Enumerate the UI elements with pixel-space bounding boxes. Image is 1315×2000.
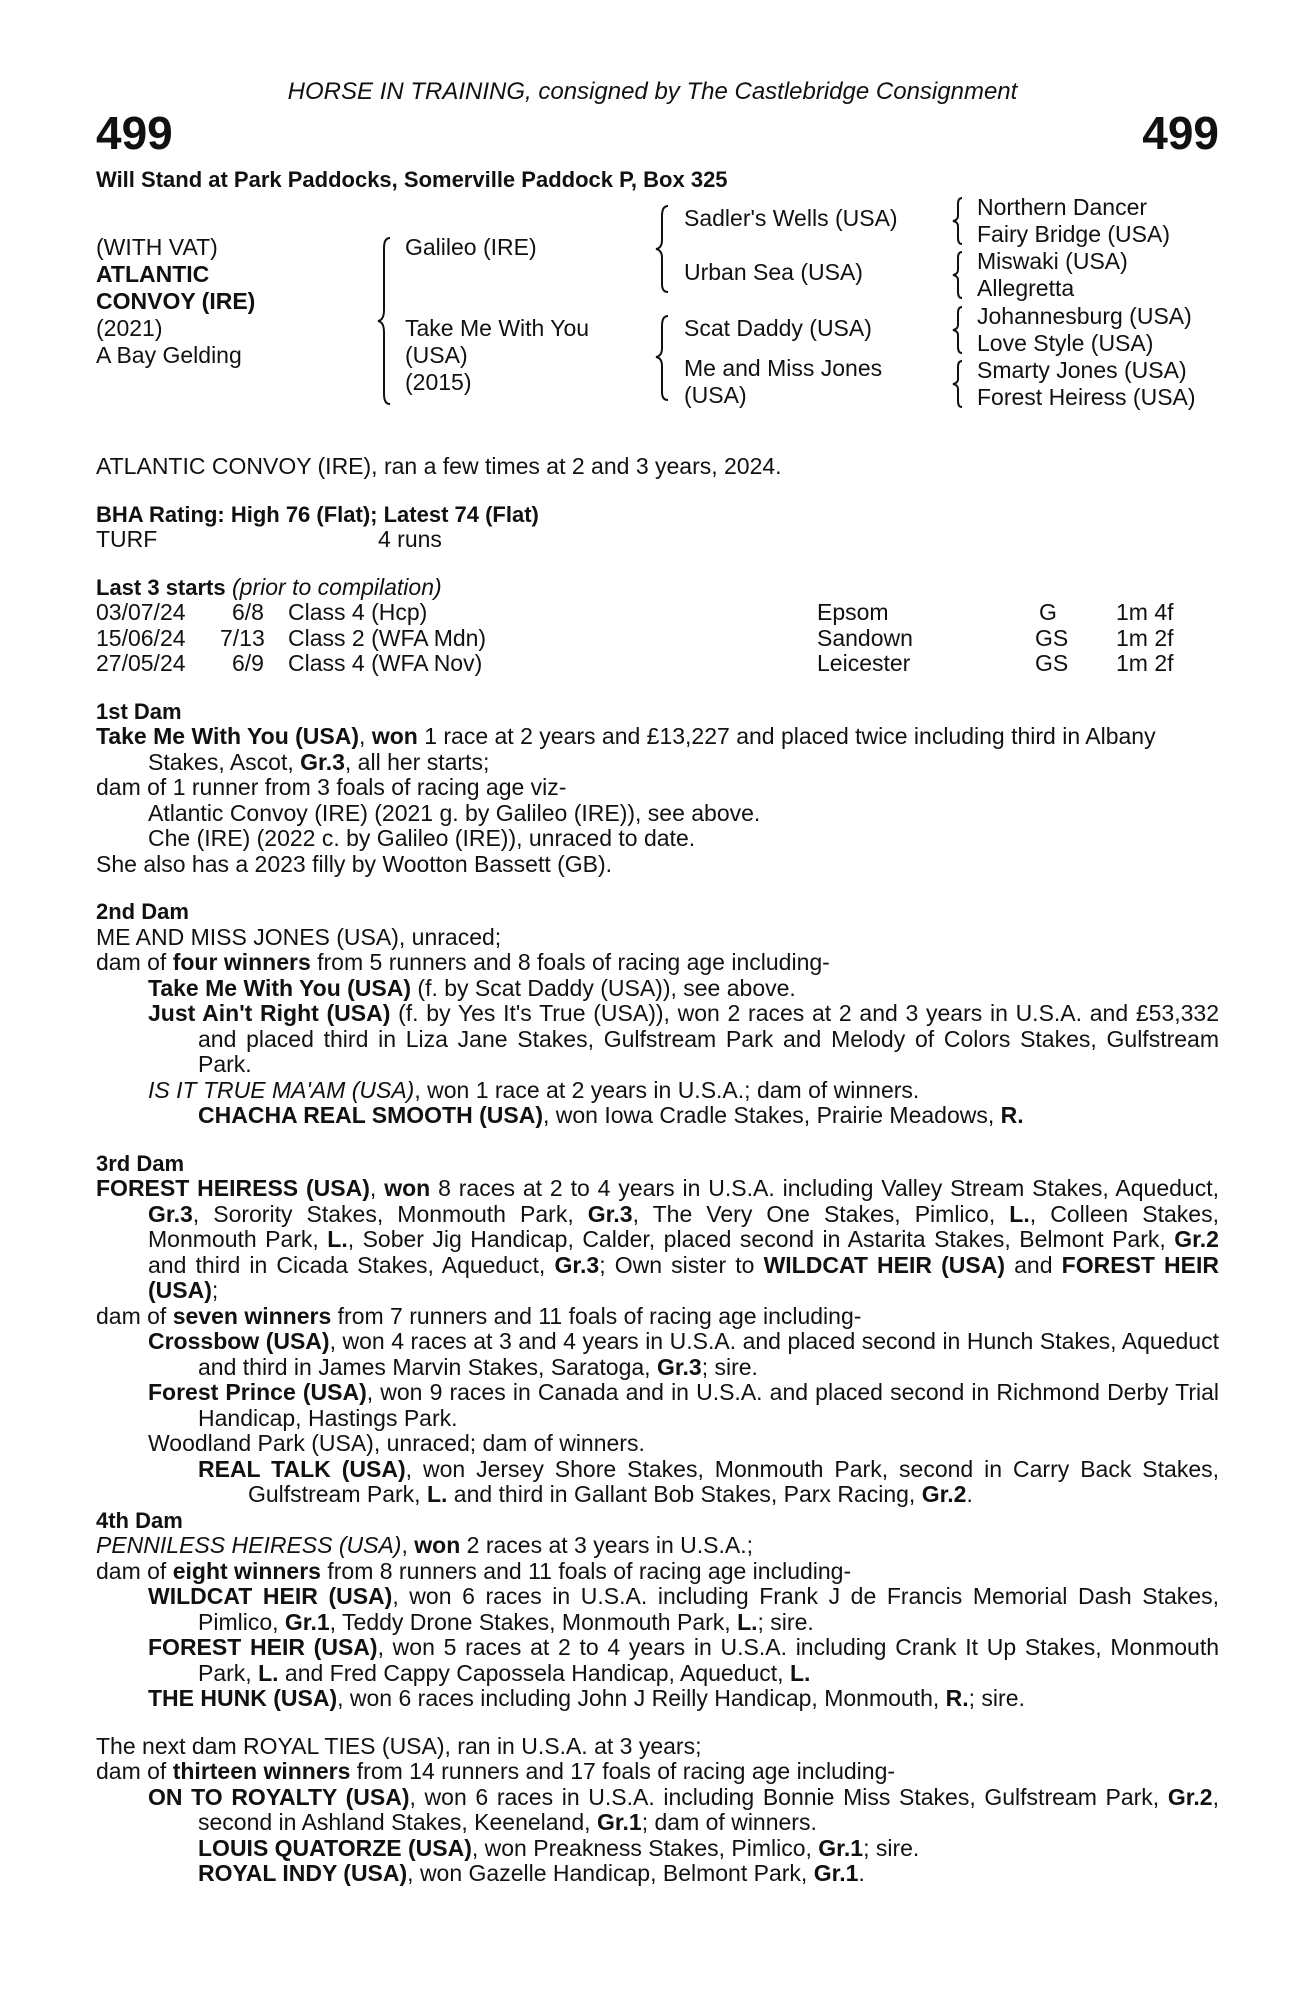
first-dam-name: Take Me With You (USA) (96, 723, 360, 749)
first-dam-produce: dam of 1 runner from 3 foals of racing age viz- (96, 774, 567, 800)
first-dam-record-end: , all her starts; (344, 748, 490, 775)
produce-prefix: dam of (96, 949, 173, 975)
start-distance: 1m 2f (1116, 650, 1174, 676)
pedigree-gen3-7: Smarty Jones (USA) (977, 357, 1187, 383)
grade-badge: Gr.3 (300, 748, 345, 775)
start-course: Epsom (817, 599, 889, 625)
third-dam-won: won (384, 1175, 431, 1201)
grade-badge: L. (426, 1481, 448, 1507)
start-going: GS (1035, 650, 1069, 676)
grade-badge: Gr.1 (818, 1834, 864, 1861)
third-dam-name: FOREST HEIRESS (USA) (96, 1175, 370, 1201)
first-dam-note: She also has a 2023 filly by Wootton Bassett (GB). (96, 850, 613, 877)
progeny-text: , won 6 races in U.S.A. including Frank J de Francis Memorial Dash Stakes, Pimlico, (198, 1583, 1219, 1635)
grade-badge: L. (327, 1226, 348, 1252)
record-text: ; Own sister to (599, 1251, 764, 1278)
rating-runs: 4 runs (378, 526, 442, 552)
horse-year: (2021) (96, 315, 163, 341)
record-text: , Sorority Stakes, Monmouth Park, (192, 1200, 588, 1227)
progeny-entry (96, 1836, 1219, 1862)
progeny-entry (96, 1861, 1219, 1887)
pedigree-brace-gen1 (376, 234, 398, 408)
progeny-text: , won Iowa Cradle Stakes, Prairie Meadows, (543, 1102, 1001, 1128)
pedigree-gen3-5: Johannesburg (USA) (977, 303, 1192, 329)
pedigree-gen3-1: Northern Dancer (977, 194, 1148, 220)
progeny-name: CHACHA REAL SMOOTH (USA) (198, 1102, 543, 1128)
progeny-text: , won 6 races including John J Reilly Handicap, Monmouth, (337, 1685, 946, 1711)
third-dam-record: FOREST HEIRESS (USA), won 8 races at 2 to 4 years in U.S.A. including Valley Stream Stakes, Aqueduct, Gr.3, Sorority Stakes, Monmouth Park, Gr.3, The Very One Stakes, Pimlico, L., Colleen Stakes, Monmouth Park, L., Sober Jig Handicap, Calder, placed second in Astarita Stakes, Belmont Park, Gr.2 and third in Cicada Stakes, Aqueduct, Gr.3; Own sister to WILDCAT HEIR (USA) and FOREST HEIR (USA); (96, 1175, 1220, 1303)
progeny-entry (96, 1686, 1219, 1712)
progeny-text: ; sire. (863, 1834, 920, 1861)
pedigree-gen2-sires-dam: Urban Sea (USA) (684, 259, 863, 285)
produce-suffix: from 14 runners and 17 foals of racing age including- (350, 1758, 896, 1784)
third-dam-section (96, 1151, 1219, 1508)
pedigree-brace-gen2 (654, 200, 678, 410)
third-dam-heading: 3rd Dam (96, 1150, 185, 1176)
pedigree-dam-line1: Take Me With You (405, 315, 590, 341)
winners-count: seven winners (172, 1302, 332, 1329)
record-text: and (1004, 1251, 1062, 1278)
pedigree-gen3-2: Fairy Bridge (USA) (977, 221, 1170, 247)
pedigree-dam-line3: (2015) (405, 369, 472, 395)
third-dam-produce (96, 1304, 1219, 1330)
second-dam-record: ME AND MISS JONES (USA), unraced; (96, 923, 502, 950)
grade-badge: Gr.3 (148, 1200, 193, 1227)
bha-rating: BHA Rating: High 76 (Flat); Latest 74 (Flat) (96, 501, 539, 527)
pedigree-gen2-dams-dam-line2: (USA) (684, 382, 747, 408)
progeny-text: , won 4 races at 3 and 4 years in U.S.A. and placed second in Hunch Stakes, Aqueduct and third in James Marvin Stakes, Saratoga, (198, 1328, 1219, 1380)
first-dam-record-text: 1 race at 2 years and £13,227 and placed twice including third in Albany Stakes, Ascot, (148, 723, 1156, 775)
start-class: Class 4 (WFA Nov) (288, 650, 483, 676)
progeny-text: , won 5 races at 2 to 4 years in U.S.A. including Crank It Up Stakes, Monmouth Park, (198, 1634, 1219, 1686)
record-text: , Sober Jig Handicap, Calder, placed second in Astarita Stakes, Belmont Park, (347, 1226, 1175, 1252)
progeny-entry (96, 1380, 1219, 1431)
separator: , (401, 1532, 415, 1558)
progeny-entry (96, 1457, 1219, 1508)
grade-badge: L. (789, 1659, 811, 1686)
progeny-text: ; sire. (757, 1608, 814, 1635)
produce-prefix: dam of (96, 1302, 173, 1329)
fourth-dam-section (96, 1508, 1219, 1712)
start-position: 6/8 (232, 599, 264, 625)
progeny-entry (96, 1103, 1219, 1129)
lot-number-right: 499 (1142, 107, 1219, 159)
lot-number-row (96, 108, 1219, 158)
progeny-entry (96, 1584, 1219, 1635)
stabling-location: Will Stand at Park Paddocks, Somerville Paddock P, Box 325 (96, 167, 728, 192)
record-text: , Colleen Stakes, Monmouth Park, (148, 1200, 1219, 1252)
second-dam-produce (96, 950, 1219, 976)
progeny-text: , won Preakness Stakes, Pimlico, (471, 1834, 819, 1861)
second-dam-section (96, 899, 1219, 1129)
start-position: 6/9 (232, 650, 264, 676)
pedigree-gen2-dams-dam-line1: Me and Miss Jones (684, 355, 883, 381)
grade-badge: L. (258, 1659, 279, 1686)
table-row (96, 626, 1219, 652)
start-going: GS (1035, 624, 1069, 651)
table-row (96, 600, 1219, 626)
grade-badge: Gr.2 (921, 1481, 967, 1507)
grade-badge: Gr.3 (554, 1251, 600, 1278)
progeny-text: and Fred Cappy Capossela Handicap, Aqueduct, (278, 1659, 790, 1686)
progeny-text: (f. by Scat Daddy (USA)), see above. (411, 974, 796, 1001)
progeny-name: Take Me With You (USA) (148, 974, 412, 1001)
progeny-name: IS IT TRUE MA'AM (USA) (148, 1076, 415, 1103)
progeny-name: ON TO ROYALTY (USA) (148, 1783, 410, 1810)
start-distance: 1m 2f (1116, 624, 1174, 651)
last-starts-heading (96, 575, 1219, 601)
progeny-text: , won Gazelle Handicap, Belmont Park, (407, 1860, 814, 1886)
horse-description: A Bay Gelding (96, 342, 242, 368)
grade-badge: Gr.1 (596, 1809, 642, 1835)
fourth-dam-produce (96, 1559, 1219, 1585)
winners-count: eight winners (172, 1557, 321, 1584)
rating-surface: TURF (96, 526, 158, 552)
pedigree-dam-line2: (USA) (405, 342, 468, 368)
start-class: Class 4 (Hcp) (288, 599, 428, 625)
progeny-text: ; sire. (701, 1353, 758, 1380)
start-course: Leicester (817, 650, 911, 676)
progeny-text: (f. by Yes It's True (USA)), won 2 races at 2 and 3 years in U.S.A. and £53,332 and placed third in Liza Jane Stakes, Gulfstream Park and Melody of Colors Stakes, Gulfstream Park. (198, 1000, 1219, 1077)
record-text: and third in Cicada Stakes, Aqueduct, (148, 1251, 555, 1278)
pedigree-sire: Galileo (IRE) (405, 234, 537, 260)
progeny-entry (96, 1001, 1219, 1078)
produce-prefix: dam of (96, 1557, 173, 1584)
first-dam-won: won (371, 723, 418, 749)
progeny-entry (96, 1785, 1219, 1836)
first-dam-record: Take Me With You (USA), won 1 race at 2 years and £13,227 and placed twice including third in Albany Stakes, Ascot, Gr.3, all her starts; (96, 723, 1156, 775)
fourth-dam-won: won (414, 1532, 461, 1558)
grade-badge: Gr.1 (813, 1860, 859, 1886)
fourth-dam-record (96, 1533, 1219, 1559)
pedigree-gen2-sires-sire: Sadler's Wells (USA) (684, 205, 898, 231)
next-dam-produce (96, 1759, 1219, 1785)
record-text: , The Very One Stakes, Pimlico, (632, 1200, 1010, 1227)
progeny-text: , second in Ashland Stakes, Keeneland, (198, 1783, 1219, 1835)
record-text: 8 races at 2 to 4 years in U.S.A. including Valley Stream Stakes, Aqueduct, (430, 1175, 1220, 1201)
vat-note: (WITH VAT) (96, 234, 218, 260)
grade-badge: R. (945, 1685, 969, 1711)
start-class: Class 2 (WFA Mdn) (288, 624, 487, 651)
winners-count: four winners (172, 949, 311, 975)
pedigree-gen2-dams-sire: Scat Daddy (USA) (684, 315, 872, 341)
horse-name-line2: CONVOY (IRE) (96, 288, 256, 314)
grade-badge: Gr.1 (284, 1608, 330, 1635)
second-dam-heading: 2nd Dam (96, 899, 189, 924)
sibling-name: FOREST HEIR (USA) (148, 1251, 1220, 1303)
progeny-entry (96, 1635, 1219, 1686)
table-row (96, 651, 1219, 677)
pedigree-gen3-3: Miswaki (USA) (977, 248, 1128, 274)
sibling-name: WILDCAT HEIR (USA) (763, 1251, 1005, 1278)
rating-row (96, 527, 1219, 553)
grade-badge: R. (1000, 1102, 1024, 1128)
fourth-dam-name: PENNILESS HEIRESS (USA) (96, 1532, 402, 1558)
pedigree-brace-gen3 (950, 194, 970, 414)
first-dam-section (96, 699, 1219, 878)
progeny-text: , won 1 race at 2 years in U.S.A.; dam of winners. (414, 1076, 920, 1103)
start-position: 7/13 (220, 624, 265, 651)
progeny-name: Forest Prince (USA) (148, 1379, 367, 1405)
start-date: 15/06/24 (96, 624, 186, 651)
progeny-name: Crossbow (USA) (148, 1328, 330, 1354)
progeny-name: REAL TALK (USA) (198, 1455, 406, 1482)
progeny-entry: Woodland Park (USA), unraced; dam of winners. (148, 1430, 645, 1456)
first-dam-foal: Che (IRE) (2022 c. by Galileo (IRE)), unraced to date. (148, 825, 696, 851)
last-starts-title: Last 3 starts (96, 574, 226, 600)
progeny-text: , won 9 races in Canada and in U.S.A. and placed second in Richmond Derby Trial Handicap, Hastings Park. (198, 1379, 1219, 1431)
pedigree-table (96, 194, 1219, 420)
horse-name-line1: ATLANTIC (96, 261, 210, 287)
record-text: ; (211, 1277, 219, 1303)
progeny-text: . (966, 1481, 973, 1507)
progeny-entry (96, 976, 1219, 1002)
produce-suffix: from 5 runners and 8 foals of racing age including- (310, 949, 830, 975)
pedigree-gen3-8: Forest Heiress (USA) (977, 384, 1196, 410)
pedigree-gen3-6: Love Style (USA) (977, 330, 1154, 356)
progeny-name: ROYAL INDY (USA) (198, 1860, 408, 1886)
grade-badge: Gr.3 (656, 1353, 702, 1380)
progeny-name: WILDCAT HEIR (USA) (148, 1583, 393, 1609)
progeny-text: , won Jersey Shore Stakes, Monmouth Park, second in Carry Back Stakes, Gulfstream Park, (248, 1455, 1220, 1507)
progeny-text: and third in Gallant Bob Stakes, Parx Racing, (447, 1481, 922, 1507)
grade-badge: L. (1009, 1200, 1030, 1227)
grade-badge: Gr.3 (587, 1200, 633, 1227)
progeny-name: FOREST HEIR (USA) (148, 1634, 378, 1660)
progeny-name: LOUIS QUATORZE (USA) (198, 1834, 472, 1861)
start-date: 03/07/24 (96, 599, 186, 625)
winners-count: thirteen winners (172, 1758, 351, 1784)
grade-badge: L. (737, 1608, 758, 1635)
first-dam-heading: 1st Dam (96, 698, 182, 724)
pedigree-gen3-4: Allegretta (977, 275, 1075, 301)
next-dam-record: The next dam ROYAL TIES (USA), ran in U.S.A. at 3 years; (96, 1732, 702, 1759)
grade-badge: Gr.2 (1167, 1783, 1213, 1810)
record-text: 2 races at 3 years in U.S.A.; (460, 1532, 753, 1558)
fourth-dam-heading: 4th Dam (96, 1507, 183, 1533)
first-dam-foal: Atlantic Convoy (IRE) (2021 g. by Galileo (IRE)), see above. (148, 799, 761, 826)
grade-badge: Gr.2 (1174, 1226, 1219, 1252)
produce-prefix: dam of (96, 1758, 173, 1784)
produce-suffix: from 8 runners and 11 foals of racing age including- (320, 1557, 852, 1584)
progeny-name: Just Ain't Right (USA) (148, 1000, 391, 1026)
last-starts-table (96, 600, 1219, 677)
progeny-entry (96, 1078, 1219, 1104)
progeny-text: ; dam of winners. (641, 1809, 817, 1835)
start-distance: 1m 4f (1116, 599, 1174, 625)
start-course: Sandown (817, 624, 913, 651)
progeny-name: THE HUNK (USA) (148, 1685, 338, 1711)
start-going: G (1039, 599, 1057, 625)
progeny-text: , won 6 races in U.S.A. including Bonnie Miss Stakes, Gulfstream Park, (409, 1783, 1168, 1810)
next-dam-section (96, 1734, 1219, 1887)
race-summary: ATLANTIC CONVOY (IRE), ran a few times at 2 and 3 years, 2024. (96, 453, 782, 479)
produce-suffix: from 7 runners and 11 foals of racing age including- (331, 1302, 862, 1329)
progeny-text: ; sire. (968, 1685, 1025, 1711)
progeny-entry (96, 1329, 1219, 1380)
start-date: 27/05/24 (96, 650, 186, 676)
progeny-text: . (858, 1860, 865, 1886)
consignment-line: HORSE IN TRAINING, consigned by The Castlebridge Consignment (287, 78, 1018, 105)
progeny-text: , Teddy Drone Stakes, Monmouth Park, (329, 1608, 738, 1635)
lot-number-left: 499 (96, 107, 173, 159)
last-starts-note: (prior to compilation) (232, 573, 442, 600)
